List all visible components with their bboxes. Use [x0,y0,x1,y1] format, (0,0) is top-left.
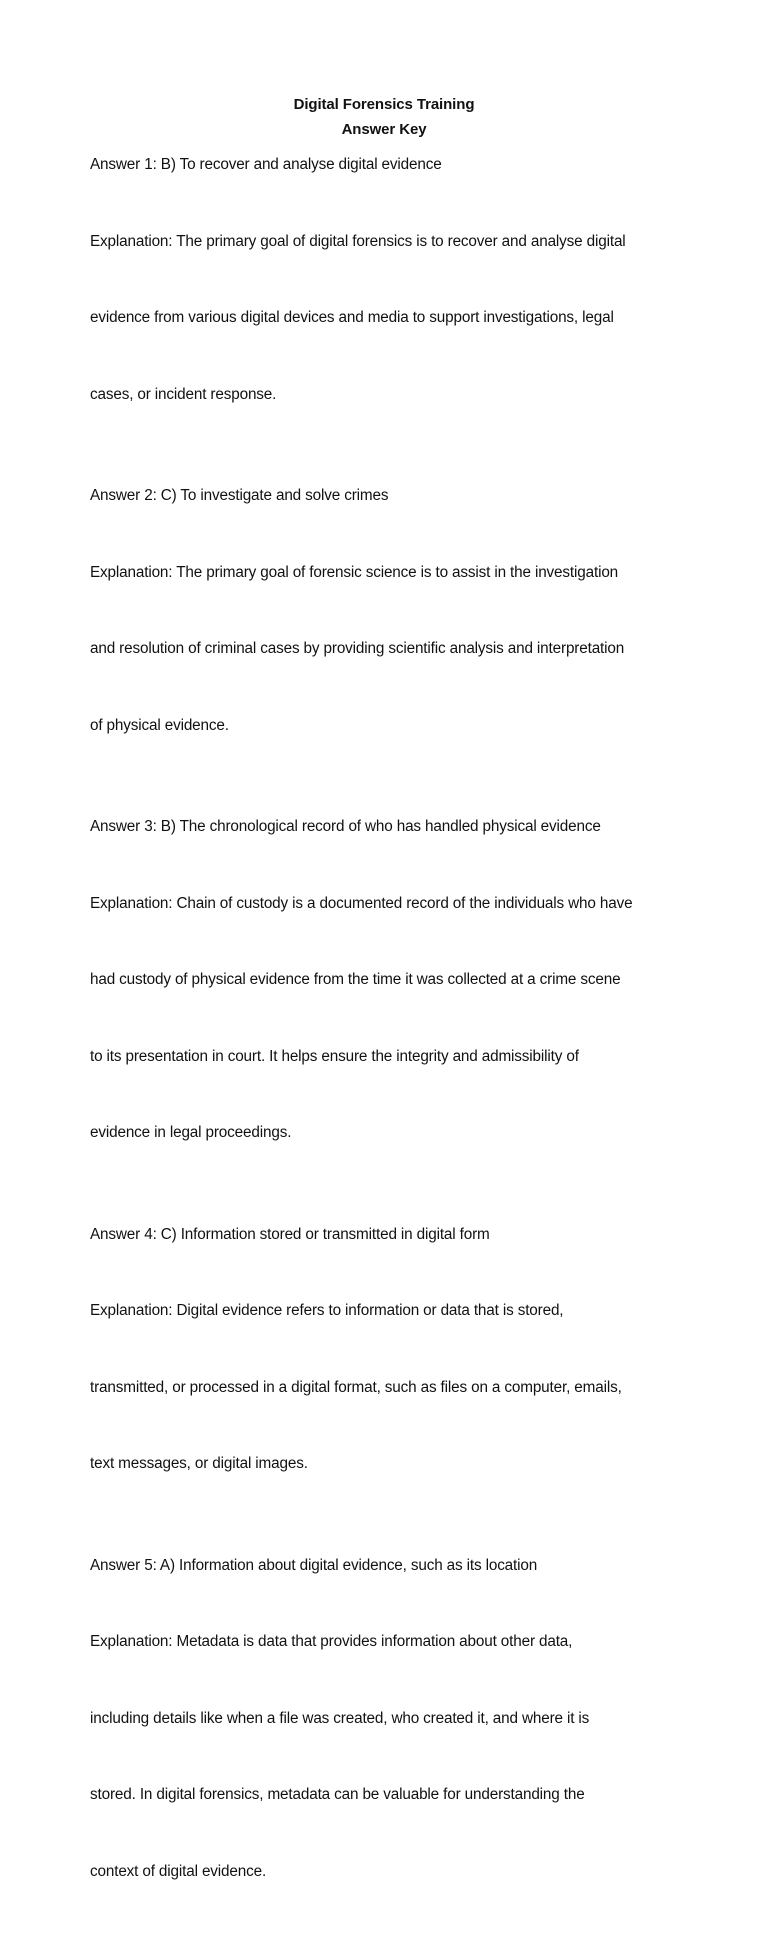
explanation-line: of physical evidence. [90,716,229,734]
answer-block-1 [90,152,690,458]
explanation-line: Explanation: Digital evidence refers to information or data that is stored, [90,1302,564,1319]
explanation-line: to its presentation in court. It helps ensure the integrity and admissibility of [90,1047,579,1065]
explanation-line: text messages, or digital images. [90,1455,308,1472]
answer-line: Answer 4: C) Information stored or transmitted in digital form [90,1225,490,1243]
explanation-line: Explanation: The primary goal of digital forensics is to recover and analyse digital [90,232,626,250]
answer-line: Answer 2: C) To investigate and solve crimes [90,487,389,504]
explanation-line: stored. In digital forensics, metadata can be valuable for understanding the [90,1786,585,1803]
answer-block-4 [90,1222,690,1528]
explanation-line: Explanation: Chain of custody is a documented record of the individuals who have [90,894,633,912]
answer-block-2 [90,483,690,789]
explanation-text [90,178,690,459]
explanation-text [90,1247,690,1528]
answer-line: Answer 1: B) To recover and analyse digital evidence [90,156,442,173]
explanation-line: transmitted, or processed in a digital format, such as files on a computer, emails, [90,1378,622,1396]
explanation-text [90,509,690,790]
explanation-text [90,840,690,1197]
explanation-line: and resolution of criminal cases by providing scientific analysis and interpretation [90,640,625,657]
explanation-line: evidence in legal proceedings. [90,1124,292,1141]
answer-block-5 [90,1553,690,1936]
explanation-line: evidence from various digital devices and media to support investigations, legal [90,309,614,326]
document-title: Digital Forensics Training [293,96,475,113]
explanation-line: context of digital evidence. [90,1862,267,1880]
document-subtitle: Answer Key [341,121,427,138]
explanation-line: Explanation: The primary goal of forensic science is to assist in the investigation [90,563,619,581]
explanation-line: including details like when a file was created, who created it, and where it is [90,1709,590,1727]
explanation-line: cases, or incident response. [90,385,277,403]
answer-line: Answer 3: B) The chronological record of who has handled physical evidence [90,818,601,835]
document-header [0,92,768,142]
explanation-line: had custody of physical evidence from the time it was collected at a crime scene [90,971,621,988]
explanation-text [90,1578,690,1935]
answer-list [90,152,690,1960]
answer-line: Answer 5: A) Information about digital evidence, such as its location [90,1556,538,1574]
explanation-line: Explanation: Metadata is data that provides information about other data, [90,1633,573,1650]
answer-block-3 [90,814,690,1197]
